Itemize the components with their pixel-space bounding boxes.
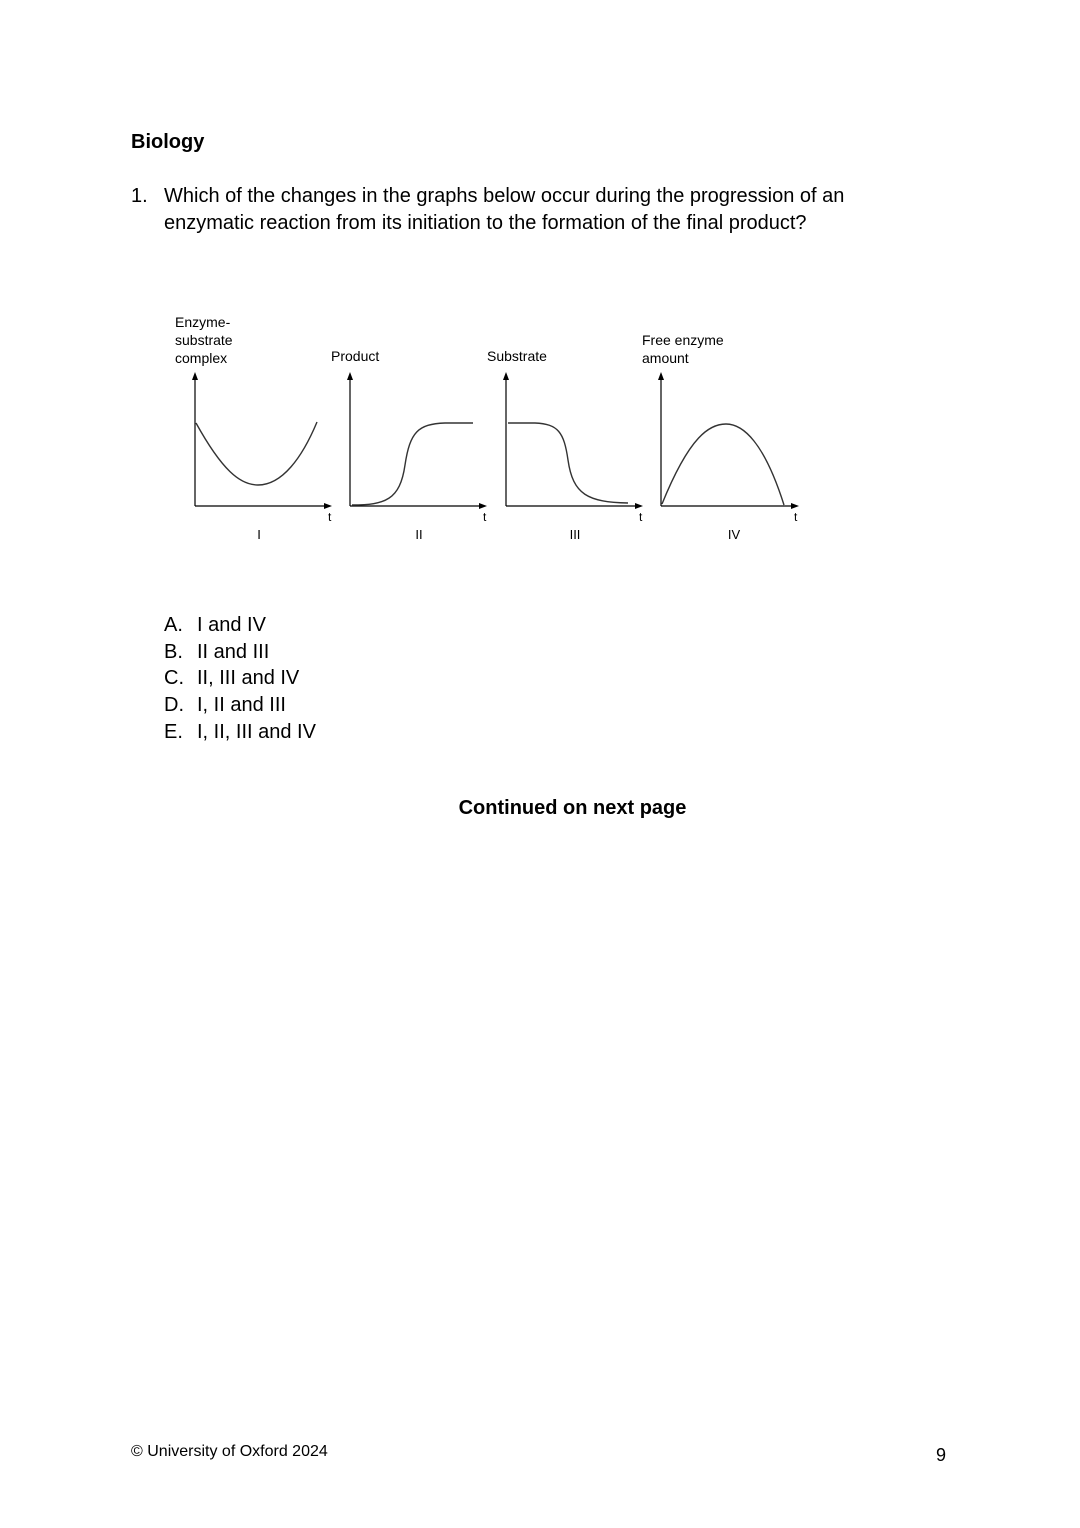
graph-iv-curve — [662, 424, 784, 505]
graph-iv-caption: IV — [727, 527, 741, 542]
graph-iii — [487, 348, 643, 542]
graph-ii-ylabel: Product — [331, 348, 380, 364]
option-letter: D. — [164, 694, 184, 717]
graph-iv — [642, 332, 798, 542]
option-letter: B. — [164, 640, 183, 663]
graphs-svg — [160, 300, 820, 560]
graph-iii-ylabel: Substrate — [487, 348, 547, 364]
graph-i-ylabel-line-2: substrate — [175, 332, 233, 348]
subject-heading: Biology — [131, 131, 205, 153]
graphs-figure — [160, 300, 820, 560]
question-text: Which of the changes in the graphs below occur during the progression of an enzymatic reaction from its initiation to the formation of the final product? — [164, 185, 845, 234]
graph-i-ylabel-line-1: Enzyme- — [175, 314, 231, 330]
option-letter: C. — [164, 667, 184, 690]
option-text: II and III — [197, 640, 270, 663]
page-number: 9 — [936, 1445, 947, 1465]
graph-iii-curve — [508, 423, 628, 503]
option-letter: E. — [164, 720, 183, 743]
graph-iii-caption: III — [569, 527, 581, 542]
graph-i-xlabel: t — [328, 510, 332, 524]
question-number: 1. — [131, 185, 148, 207]
option-text: II, III and IV — [197, 667, 300, 690]
continued-note: Continued on next page — [458, 797, 687, 819]
graph-iv-ylabel-line-2: amount — [642, 350, 689, 366]
graph-ii-xlabel: t — [483, 510, 487, 524]
graph-ii-curve — [352, 423, 473, 505]
option-letter: A. — [164, 614, 183, 636]
graph-ii — [331, 348, 487, 542]
graph-i — [175, 314, 332, 542]
graph-i-ylabel-line-3: complex — [175, 350, 228, 366]
graph-i-curve — [196, 422, 317, 485]
graph-iv-xlabel: t — [794, 510, 798, 524]
graph-iii-xlabel: t — [639, 510, 643, 524]
option-text: I, II and III — [197, 694, 286, 717]
graph-i-caption: I — [257, 527, 261, 542]
option-text: I and IV — [197, 614, 266, 636]
option-text: I, II, III and IV — [197, 720, 316, 743]
graph-ii-caption: II — [415, 527, 423, 542]
graph-iv-ylabel-line-1: Free enzyme — [642, 332, 724, 348]
copyright-footer: © University of Oxford 2024 — [131, 1443, 328, 1460]
